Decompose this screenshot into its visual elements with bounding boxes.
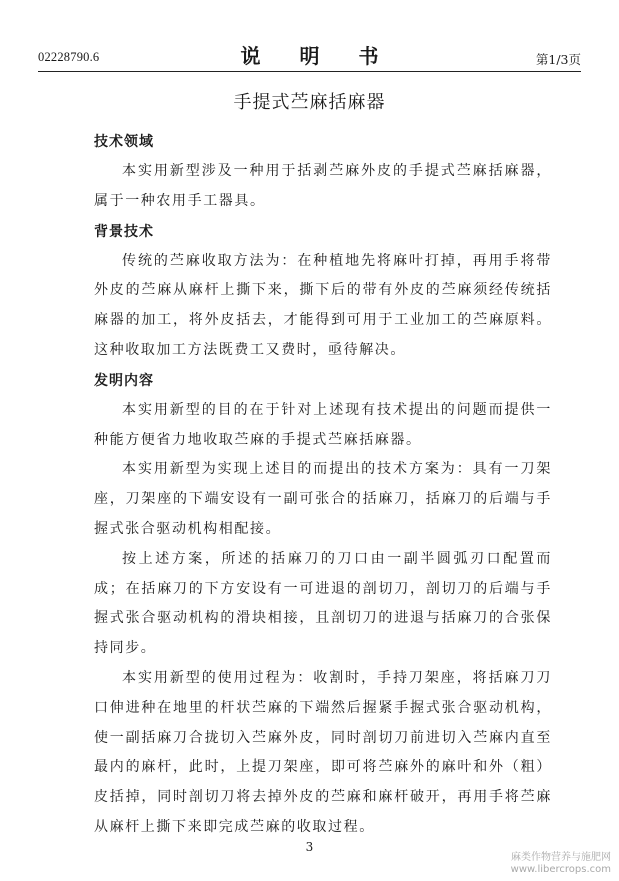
paragraph: 本实用新型为实现上述目的而提出的技术方案为：具有一刀架座，刀架座的下端安设有一副可张合的括麻刀，括麻刀的后端与手握式张合驱动机构相配接。: [94, 461, 552, 537]
section-heading-background: 背景技术: [94, 223, 154, 240]
watermark-site-name: 麻类作物营养与施肥网: [511, 852, 611, 863]
paragraph: 本实用新型的使用过程为：收割时，手持刀架座，将括麻刀刀口伸进种在地里的杆状苎麻的下端然后握紧手握式张合驱动机构，使一副括麻刀合拢切入苎麻外皮，同时剖切刀前进切入苎麻内直至最内的麻杆，此时，上提刀架座，即可将苎麻外的麻叶和外（粗）皮括掉，同时剖切刀将去掉外皮的苎麻和麻杆破开，再用手将苎麻从麻杆上撕下来即完成苎麻的收取过程。: [94, 669, 552, 835]
application-number: 02228790.6: [38, 50, 100, 64]
paragraph: 传统的苎麻收取方法为：在种植地先将麻叶打掉，再用手将带外皮的苎麻从麻杆上撕下来，撕下后的带有外皮的苎麻须经传统括麻器的加工，将外皮括去，才能得到可用于工业加工的苎麻原料。这种收取加工方法既费工又费时，亟待解决。: [94, 252, 552, 358]
paragraph: 本实用新型涉及一种用于括剥苎麻外皮的手提式苎麻括麻器，属于一种农用手工器具。: [94, 163, 552, 209]
paragraph: 按上述方案，所述的括麻刀的刀口由一副半圆弧刃口配置而成；在括麻刀的下方安设有一可进退的剖切刀，剖切刀的后端与手握式张合驱动机构的滑块相接，且剖切刀的进退与括麻刀的合张保持同步。: [94, 550, 552, 657]
section-heading-summary: 发明内容: [94, 372, 154, 389]
page-indicator: 第1/3页: [535, 52, 581, 67]
page-header: [38, 38, 581, 72]
header-title: 说 明 书: [240, 44, 395, 68]
watermark-url: www.libercrops.com: [510, 864, 611, 875]
paragraph: 本实用新型的目的在于针对上述现有技术提出的问题而提供一种能方便省力地收取苎麻的手提式苎麻括麻器。: [94, 401, 552, 448]
page-number: 3: [305, 840, 314, 854]
document-body: [94, 127, 552, 843]
document-title: 手提式苎麻括麻器: [233, 92, 386, 113]
watermark: [511, 852, 611, 876]
header-divider: [38, 71, 581, 72]
section-heading-technical-field: 技术领域: [94, 134, 154, 150]
